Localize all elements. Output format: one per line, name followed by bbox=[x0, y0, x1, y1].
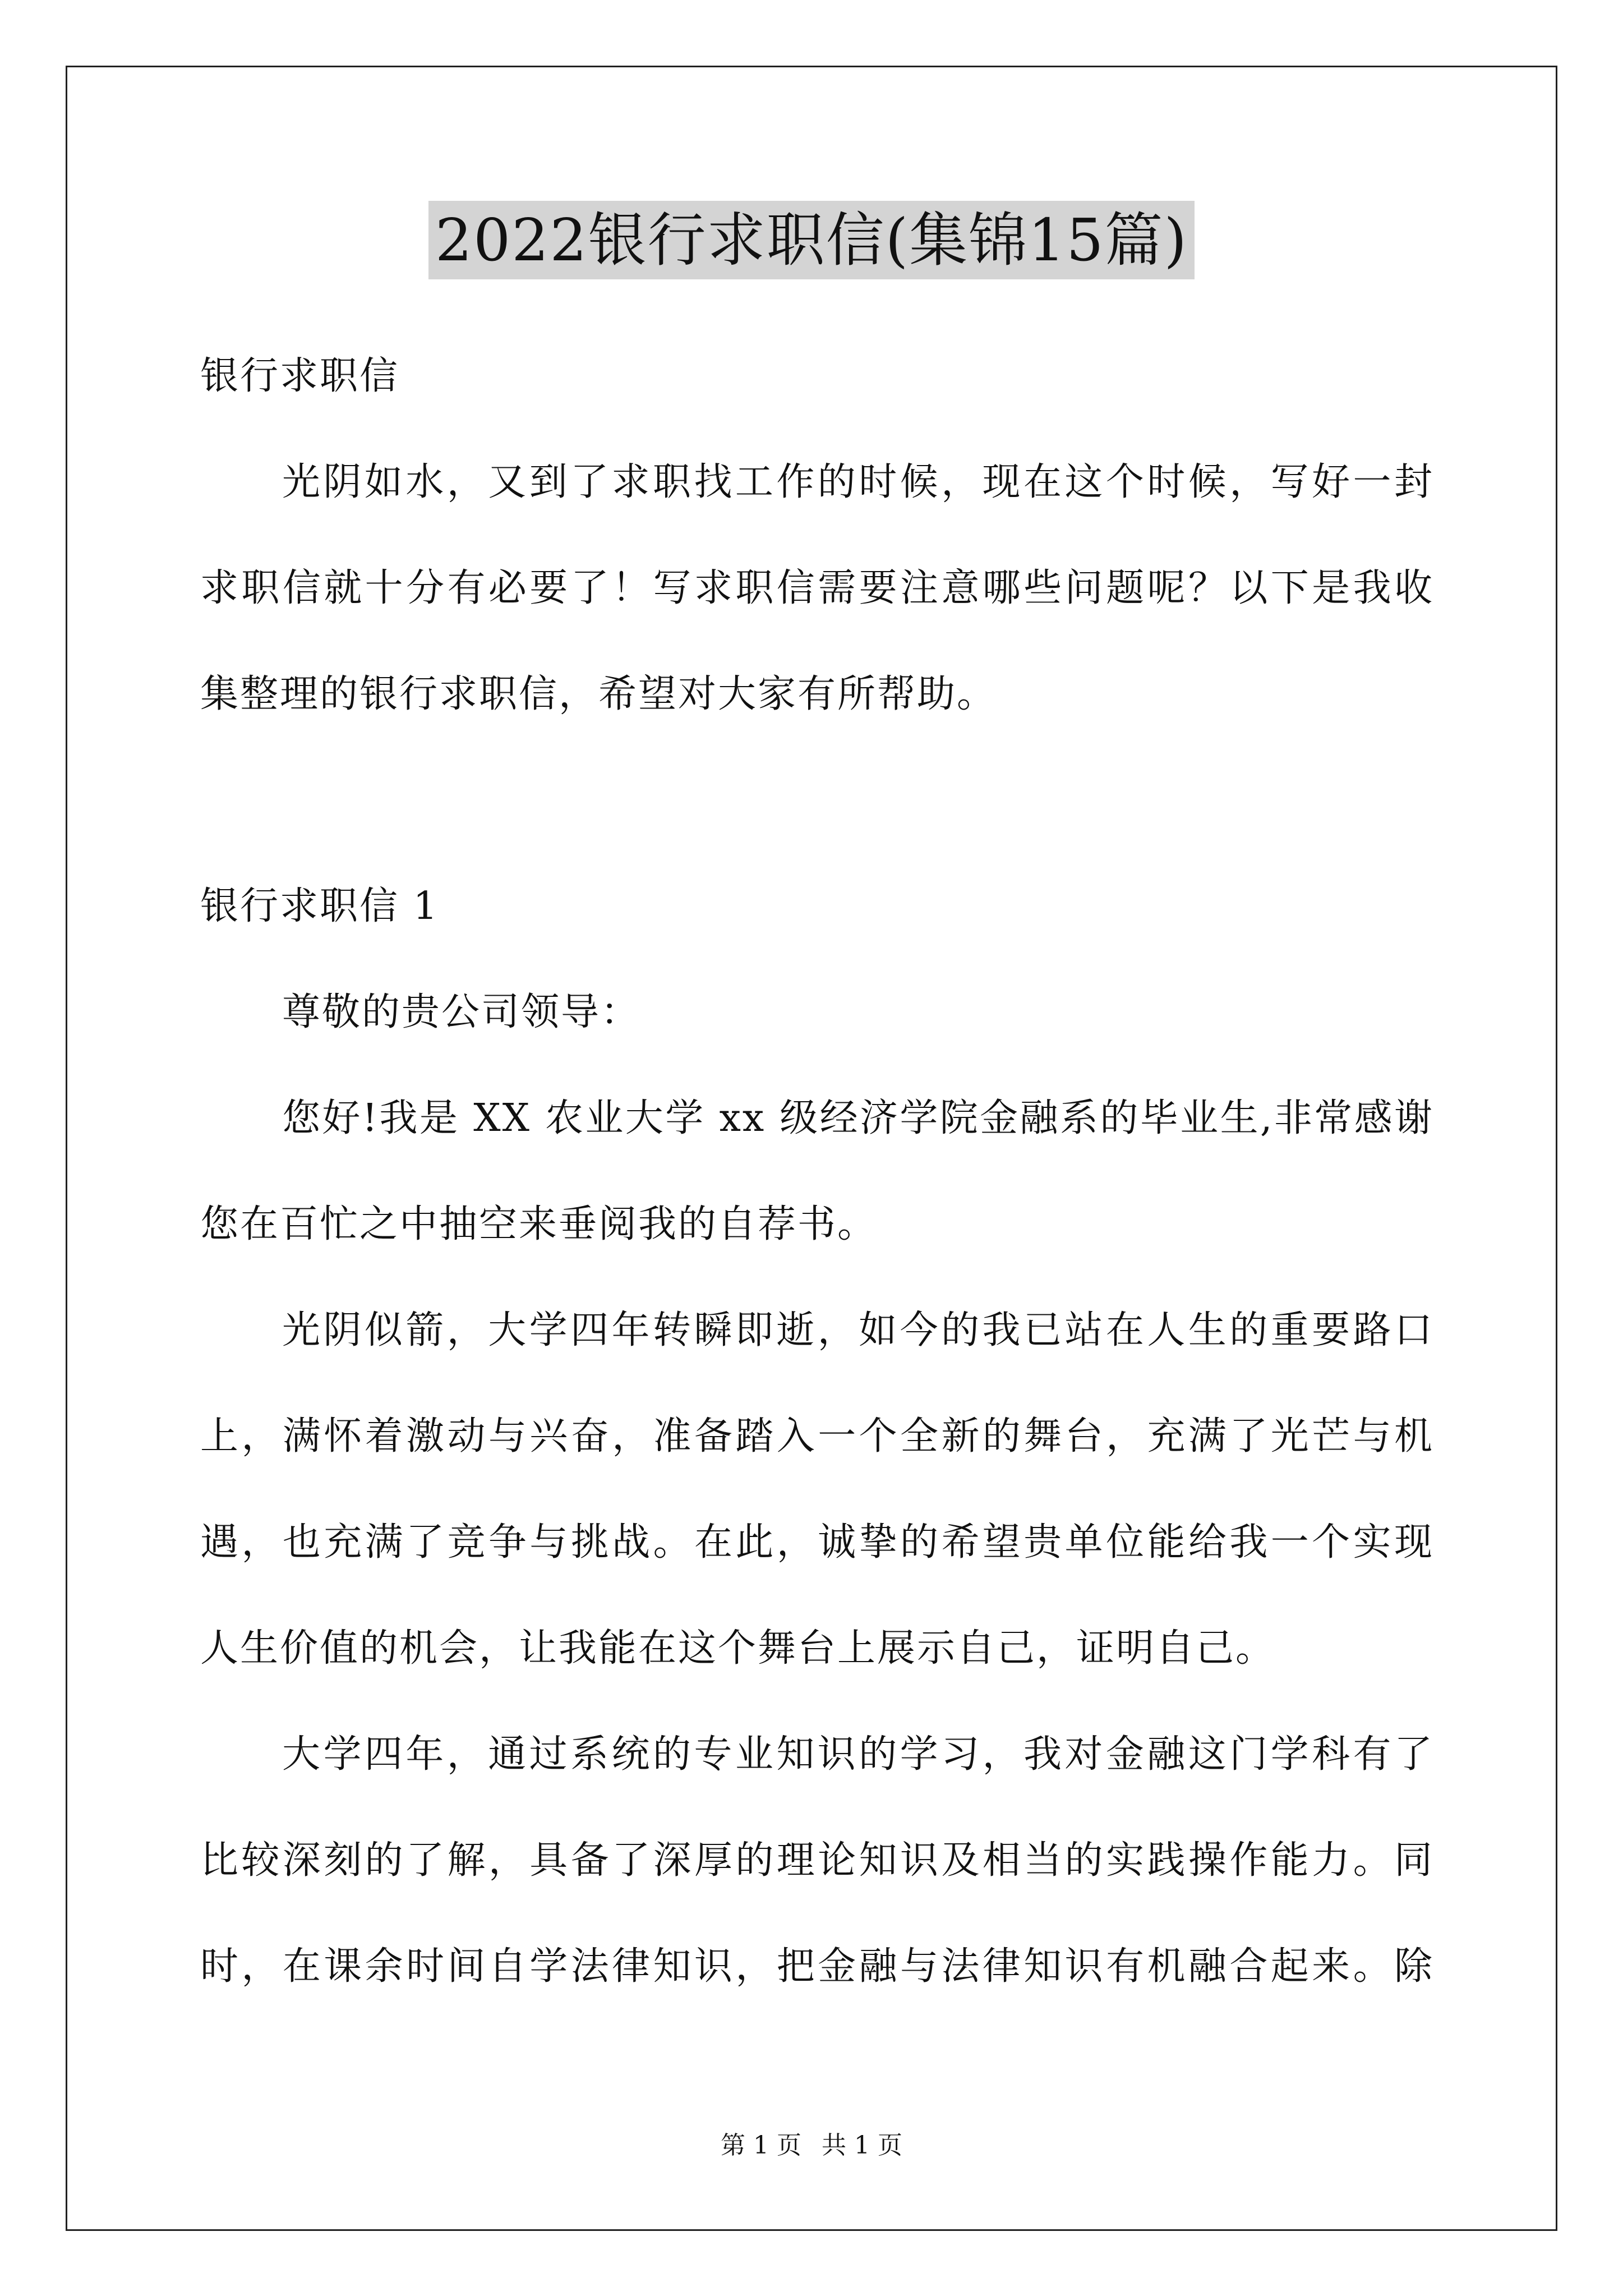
document-title: 2022银行求职信(集锦15篇) bbox=[428, 201, 1195, 279]
salutation: 尊敬的贵公司领导： bbox=[282, 990, 641, 1034]
section-heading: 银行求职信 1 bbox=[200, 884, 439, 928]
paragraph-line: 您在百忙之中抽空来垂阅我的自荐书。 bbox=[200, 1202, 878, 1246]
paragraph-line: 光阴似箭，大学四年转瞬即逝，如今的我已站在人生的重要路口 bbox=[282, 1308, 1434, 1352]
title-container bbox=[0, 201, 1623, 279]
paragraph-line: 您好!我是 XX 农业大学 xx 级经济学院金融系的毕业生,非常感谢 bbox=[282, 1096, 1434, 1140]
paragraph-line: 上，满怀着激动与兴奋，准备踏入一个全新的舞台，充满了光芒与机 bbox=[200, 1414, 1434, 1458]
paragraph-line: 集整理的银行求职信，希望对大家有所帮助。 bbox=[200, 672, 997, 716]
paragraph-line: 光阴如水，又到了求职找工作的时候，现在这个时候，写好一封 bbox=[282, 460, 1434, 504]
section-heading: 银行求职信 bbox=[200, 354, 400, 398]
paragraph-line: 人生价值的机会，让我能在这个舞台上展示自己，证明自己。 bbox=[200, 1626, 1276, 1671]
paragraph-line: 大学四年，通过系统的专业知识的学习，我对金融这门学科有了 bbox=[282, 1732, 1434, 1777]
paragraph-line: 时，在课余时间自学法律知识，把金融与法律知识有机融合起来。除 bbox=[200, 1944, 1434, 1989]
paragraph-line: 遇，也充满了竞争与挑战。在此，诚挚的希望贵单位能给我一个实现 bbox=[200, 1520, 1434, 1565]
paragraph-line: 求职信就十分有必要了！写求职信需要注意哪些问题呢？以下是我收 bbox=[200, 566, 1434, 610]
page-number: 第 1 页 bbox=[721, 2131, 801, 2160]
page-total: 共 1 页 bbox=[822, 2131, 902, 2160]
page-footer bbox=[0, 2129, 1623, 2162]
paragraph-line: 比较深刻的了解，具备了深厚的理论知识及相当的实践操作能力。同 bbox=[200, 1838, 1434, 1883]
